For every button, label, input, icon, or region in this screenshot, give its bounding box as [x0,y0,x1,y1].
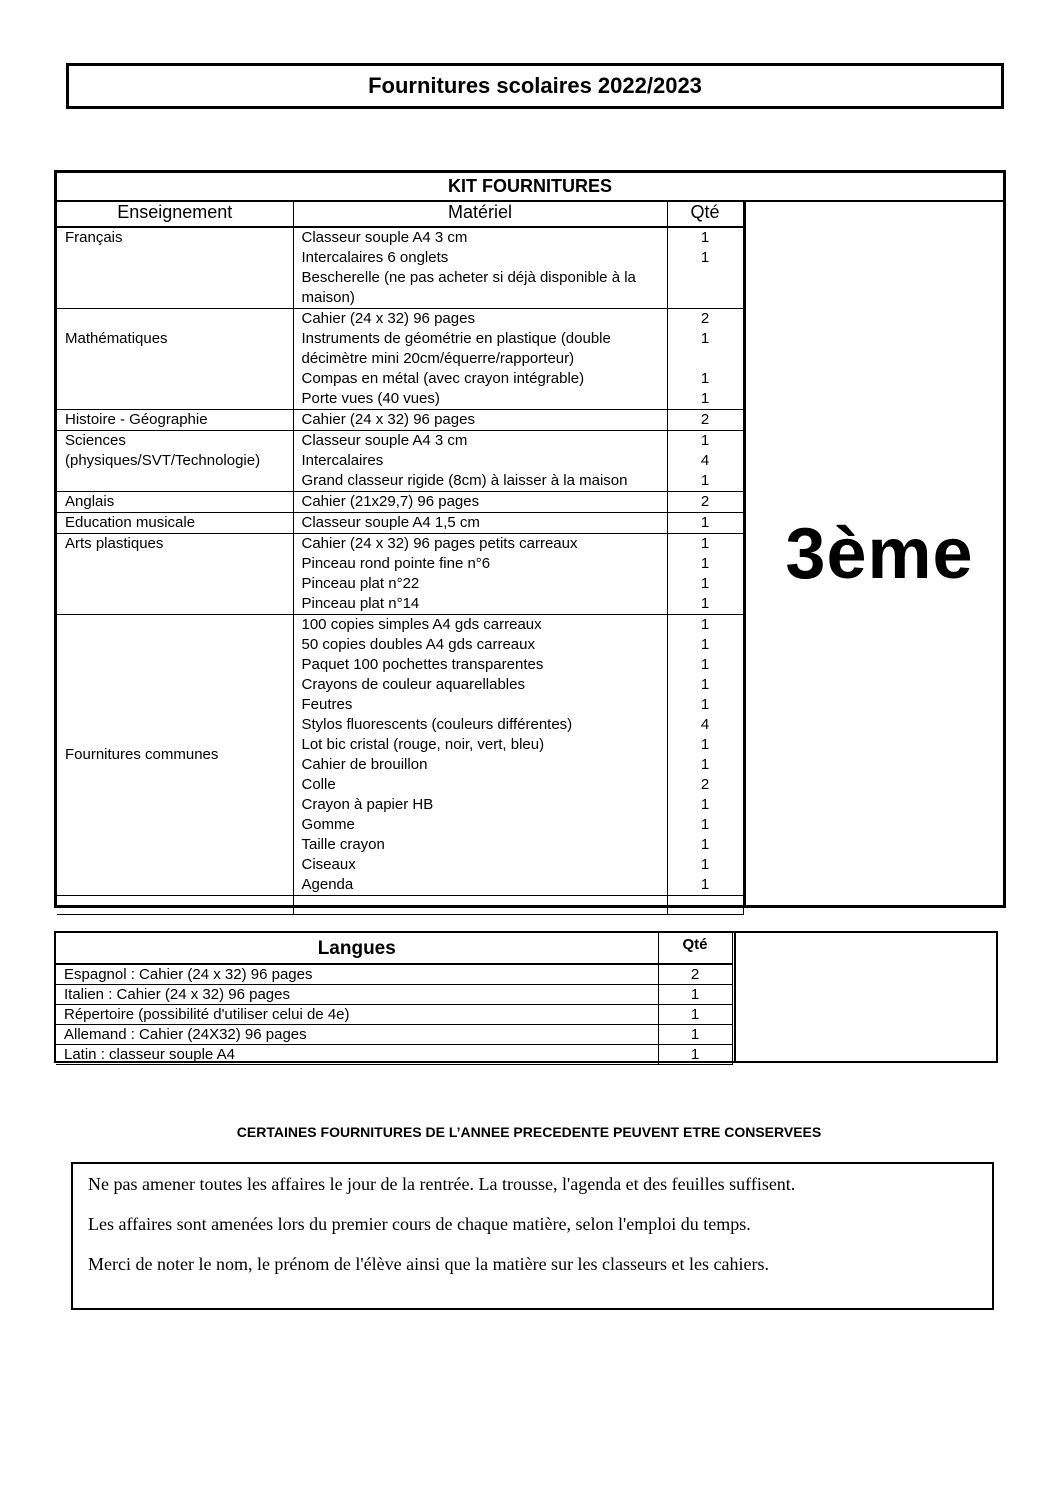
langues-blank-panel [734,933,996,1061]
langue-row [56,1045,732,1065]
qty-value: 1 [700,555,710,572]
qty-cell [667,410,743,431]
qty-value: 4 [700,716,710,733]
qty-value: 1 [700,595,710,612]
page-title: Fournitures scolaires 2022/2023 [66,63,1004,109]
grade-panel [743,202,1003,905]
qty-value: 2 [700,411,710,428]
subject-name: Fournitures communes [57,615,293,896]
qty-value: 2 [700,493,710,510]
qty-cell [667,615,743,896]
qty-value: 1 [700,876,710,893]
empty-row [57,896,743,915]
langue-label: Répertoire (possibilité d'utiliser celui de 4e) [56,1005,658,1025]
langue-row [56,985,732,1005]
subject-row [57,227,743,309]
materiel-item: Grand classeur rigide (8cm) à laisser à la maison [301,472,628,489]
kit-heading: KIT FOURNITURES [57,173,1003,202]
langue-qty: 1 [658,1045,732,1065]
materiel-item: Paquet 100 pochettes transparentes [301,656,544,673]
materiel-item: Gomme [301,816,355,833]
qty-value: 1 [700,472,710,489]
qty-value: 4 [700,452,710,469]
materiel-cell [293,513,667,534]
materiel-cell [293,431,667,492]
qty-value: 1 [700,330,710,347]
materiel-item: Stylos fluorescents (couleurs différentes) [301,716,573,733]
subject-name: Français [57,227,293,309]
empty-cell [667,896,743,915]
langues-heading: Langues [56,933,658,964]
langues-items-table [56,933,733,1065]
materiel-cell [293,227,667,309]
materiel-item: Agenda [301,876,354,893]
note-line: Merci de noter le nom, le prénom de l'élève ainsi que la matière sur les classeurs et les cahiers. [88,1254,769,1274]
kit-items-table [57,202,744,915]
subject-row [57,431,743,492]
subject-row [57,309,743,410]
col-qte: Qté [667,202,743,227]
materiel-item: Lot bic cristal (rouge, noir, vert, bleu) [301,736,545,753]
materiel-cell [293,534,667,615]
materiel-item: Cahier (21x29,7) 96 pages [301,493,480,510]
materiel-cell [293,492,667,513]
subject-name: Arts plastiques [57,534,293,615]
subject-name: Sciences (physiques/SVT/Technologie) [57,431,293,492]
langue-label: Espagnol : Cahier (24 x 32) 96 pages [56,964,658,985]
empty-cell [293,896,667,915]
langue-qty: 1 [658,985,732,1005]
qty-value: 1 [700,676,710,693]
materiel-item: Pinceau plat n°14 [301,595,420,612]
kit-header-row [57,202,743,227]
subject-row [57,534,743,615]
qty-cell [667,513,743,534]
qty-cell [667,534,743,615]
subject-name: Mathématiques [57,309,293,410]
qty-value: 1 [700,696,710,713]
materiel-item: Feutres [301,696,353,713]
materiel-item: Pinceau plat n°22 [301,575,420,592]
notice-text: CERTAINES FOURNITURES DE L’ANNEE PRECEDENTE PEUVENT ETRE CONSERVEES [236,1124,822,1140]
materiel-item: Taille crayon [301,836,385,853]
materiel-cell [293,615,667,896]
qty-cell [667,227,743,309]
materiel-item: Pinceau rond pointe fine n°6 [301,555,491,572]
materiel-item: Cahier (24 x 32) 96 pages [301,411,475,428]
subject-name: Education musicale [57,513,293,534]
qty-value: 1 [700,836,710,853]
langue-row [56,964,732,985]
materiel-item: Colle [301,776,336,793]
qty-cell [667,431,743,492]
kit-fournitures-table [54,170,1006,908]
langue-row [56,1025,732,1045]
materiel-item: Cahier de brouillon [301,756,428,773]
subject-name: Anglais [57,492,293,513]
qty-value: 1 [700,796,710,813]
materiel-item: Cahier (24 x 32) 96 pages [301,310,475,327]
qty-value: 1 [700,636,710,653]
langue-qty: 1 [658,1005,732,1025]
qty-cell [667,492,743,513]
materiel-item: Crayons de couleur aquarellables [301,676,525,693]
qty-value: 1 [700,756,710,773]
col-materiel: Matériel [293,202,667,227]
materiel-item: 100 copies simples A4 gds carreaux [301,616,542,633]
qty-value: 1 [700,370,710,387]
langue-label: Allemand : Cahier (24X32) 96 pages [56,1025,658,1045]
subject-row [57,410,743,431]
materiel-item: Cahier (24 x 32) 96 pages petits carreaux [301,535,578,552]
materiel-item: Instruments de géométrie en plastique (double décimètre mini 20cm/équerre/rapporteur) [301,330,611,367]
note-line: Ne pas amener toutes les affaires le jour de la rentrée. La trousse, l'agenda et des feuilles suffisent. [88,1174,796,1194]
col-enseignement: Enseignement [57,202,293,227]
langue-qty: 1 [658,1025,732,1045]
langues-qty-header: Qté [658,933,732,964]
materiel-item: Bescherelle (ne pas acheter si déjà disponible à la maison) [301,269,636,306]
materiel-item: Classeur souple A4 3 cm [301,229,468,246]
qty-cell [667,309,743,410]
materiel-item: Intercalaires 6 onglets [301,249,449,266]
materiel-cell [293,309,667,410]
empty-cell [57,896,293,915]
qty-value: 1 [700,816,710,833]
qty-value: 2 [700,776,710,793]
materiel-item: 50 copies doubles A4 gds carreaux [301,636,535,653]
langue-qty: 2 [658,964,732,985]
notes-box [71,1162,994,1310]
qty-value: 1 [700,514,710,531]
qty-value: 2 [700,310,710,327]
materiel-item: Classeur souple A4 3 cm [301,432,468,449]
materiel-cell [293,410,667,431]
qty-value: 1 [700,390,710,407]
subject-row [57,615,743,896]
qty-value: 1 [700,856,710,873]
langue-label: Italien : Cahier (24 x 32) 96 pages [56,985,658,1005]
materiel-item: Ciseaux [301,856,356,873]
materiel-item: Crayon à papier HB [301,796,434,813]
subject-name: Histoire - Géographie [57,410,293,431]
qty-value: 1 [700,535,710,552]
subject-row [57,513,743,534]
qty-value: 1 [700,736,710,753]
materiel-item: Intercalaires [301,452,384,469]
langues-header-row [56,933,732,964]
materiel-item: Compas en métal (avec crayon intégrable) [301,370,585,387]
qty-value: 1 [700,656,710,673]
qty-value: 1 [700,432,710,449]
materiel-item: Classeur souple A4 1,5 cm [301,514,480,531]
langue-label: Latin : classeur souple A4 [56,1045,658,1065]
qty-value: 1 [700,229,710,246]
qty-value: 1 [700,575,710,592]
langues-table [54,931,998,1063]
langue-row [56,1005,732,1025]
subject-row [57,492,743,513]
grade-label: 3ème [785,513,974,594]
qty-value: 1 [700,616,710,633]
qty-value [668,268,743,308]
note-line: Les affaires sont amenées lors du premier cours de chaque matière, selon l'emploi du temps. [88,1214,751,1234]
materiel-item: Porte vues (40 vues) [301,390,440,407]
qty-value: 1 [700,249,710,266]
